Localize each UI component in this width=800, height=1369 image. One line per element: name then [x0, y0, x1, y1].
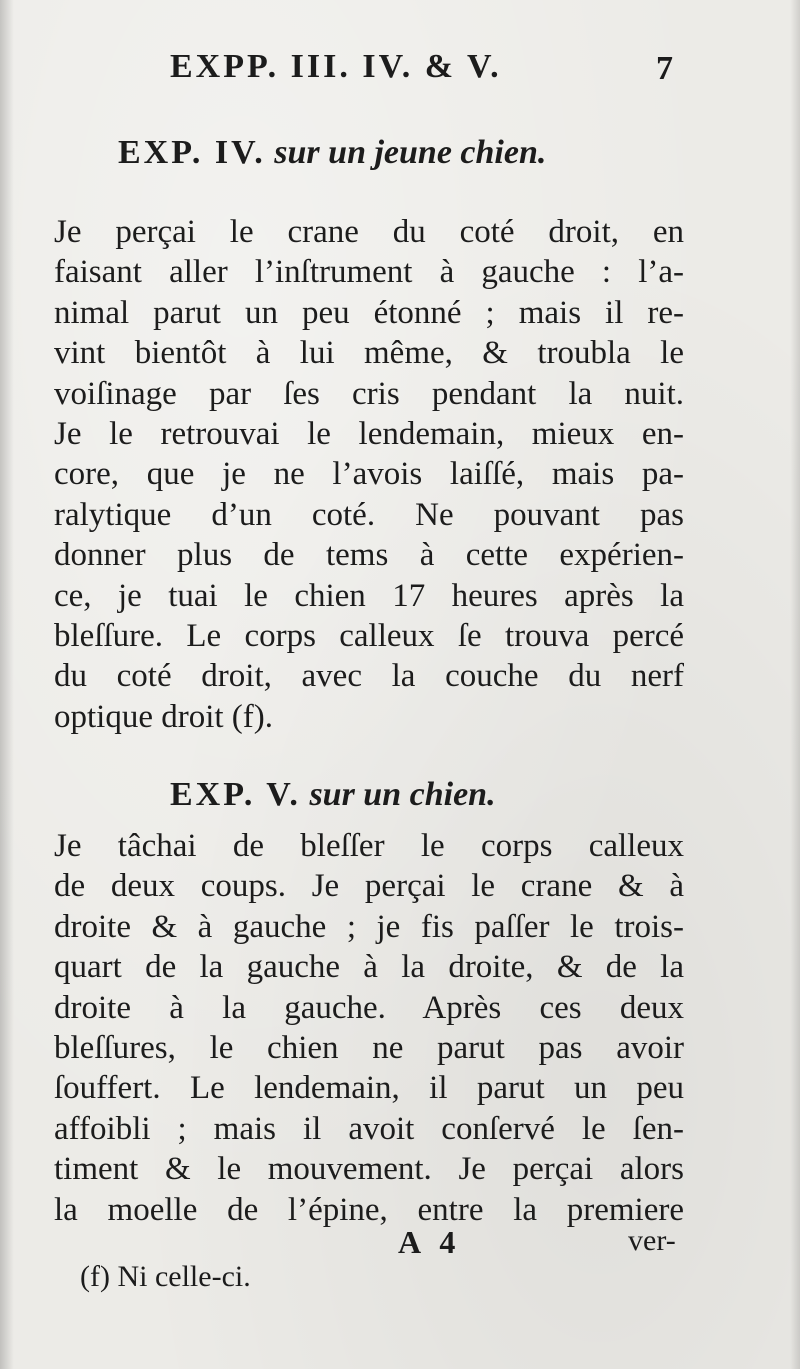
- text-line: du coté droit, avec la couche du nerf: [54, 658, 684, 695]
- text-line: ralytique d’un coté. Ne pouvant pas: [54, 496, 684, 533]
- text-line: la moelle de l’épine, entre la premiere: [54, 1191, 684, 1228]
- heading-subject: sur un jeune chien.: [274, 134, 547, 171]
- text-line: faisant aller l’inſtrument à gauche : l’a-: [54, 254, 684, 291]
- text-line: core, que je ne l’avois laiſſé, mais pa-: [54, 456, 684, 493]
- heading-subject: sur un chien.: [309, 776, 496, 813]
- text-line: donner plus de tems à cette expérien-: [54, 537, 684, 574]
- text-line: affoibli ; mais il avoit conſervé le ſen-: [54, 1110, 684, 1147]
- text-line: ſouffert. Le lendemain, il parut un peu: [54, 1070, 684, 1107]
- catchword: ver-: [628, 1224, 676, 1257]
- signature-mark: A 4: [398, 1224, 462, 1260]
- heading-experiment-number: EXP. V.: [170, 776, 301, 813]
- text-line: droite & à gauche ; je fis paſſer le trois-: [54, 908, 684, 945]
- heading-experiment-number: EXP. IV.: [118, 134, 266, 171]
- page-edge-shadow-left: [0, 0, 14, 1369]
- running-head: EXPP. III. IV. & V.: [170, 48, 502, 85]
- text-line: bleſſures, le chien ne parut pas avoir: [54, 1029, 684, 1066]
- text-line: nimal parut un peu étonné ; mais il re-: [54, 294, 684, 331]
- text-line: Je tâchai de bleſſer le corps calleux: [54, 828, 684, 864]
- paragraph-exp-4: [54, 212, 684, 737]
- text-line: bleſſure. Le corps calleux ſe trouva percé: [54, 617, 684, 654]
- footnote: (f) Ni celle-ci.: [80, 1260, 251, 1293]
- paragraph-exp-5: [54, 826, 684, 1230]
- text-line: optique droit (f).: [54, 698, 274, 735]
- page-edge-shadow-right: [790, 0, 800, 1369]
- page-number: 7: [656, 50, 673, 87]
- text-line: droite à la gauche. Après ces deux: [54, 989, 684, 1026]
- text-line: timent & le mouvement. Je perçai alors: [54, 1151, 684, 1188]
- text-line: Je le retrouvai le lendemain, mieux en-: [54, 415, 684, 452]
- text-line: Je perçai le crane du coté droit, en: [54, 214, 684, 250]
- section-heading-exp-5: [170, 776, 496, 814]
- text-line: voiſinage par ſes cris pendant la nuit.: [54, 375, 684, 412]
- section-heading-exp-4: [118, 134, 546, 172]
- text-line: quart de la gauche à la droite, & de la: [54, 949, 684, 986]
- text-line: ce, je tuai le chien 17 heures après la: [54, 577, 684, 614]
- text-line: de deux coups. Je perçai le crane & à: [54, 868, 684, 905]
- text-line: vint bientôt à lui même, & troubla le: [54, 335, 684, 372]
